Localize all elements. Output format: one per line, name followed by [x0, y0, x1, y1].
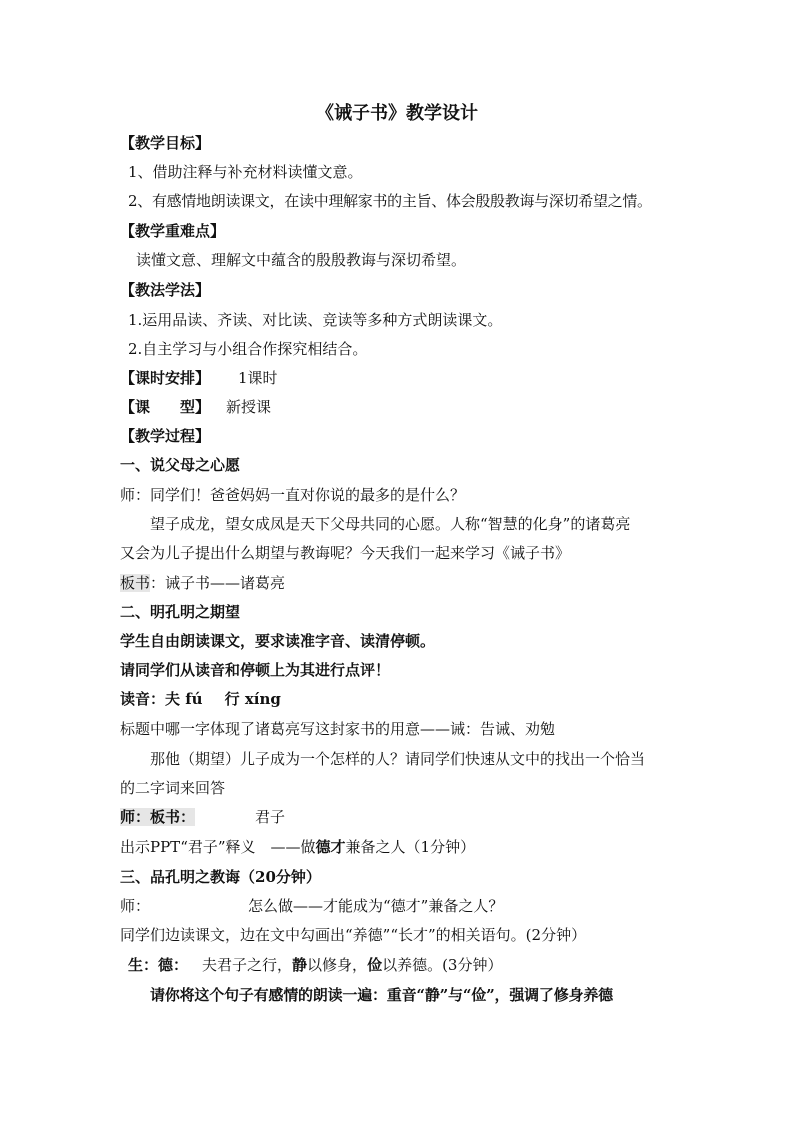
ppt-prefix: 出示PPT“君子”释义 ——做: [120, 838, 316, 856]
part2-read-2: 请同学们从读音和停顿上为其进行点评！: [120, 661, 391, 679]
part3-question-text: 怎么做——才能成为“德才”兼备之人？: [248, 897, 504, 915]
answer-part-1: 夫君子之行，: [202, 956, 293, 974]
ppt-bold: 德才: [315, 838, 346, 856]
part3-task: 同学们边读课文，边在文中勾画出“养德”“长才”的相关语句。(2分钟）: [120, 926, 587, 944]
part1-question: 师：同学们！爸爸妈妈一直对你说的最多的是什么？: [120, 486, 466, 504]
method-2: 2.自主学习与小组合作探究相结合。: [128, 340, 368, 358]
teacher-board-label: 师：板书：: [120, 808, 196, 826]
type-row: [120, 397, 271, 417]
goals-heading: 【教学目标】: [120, 134, 211, 152]
goal-1: 1、借助注释与补充材料读懂文意。: [128, 163, 363, 181]
answer-label: 生：德：: [128, 956, 189, 974]
pronunciation-first: 读音：夫 fú: [120, 690, 203, 708]
type-heading: 【课 型】: [120, 398, 211, 416]
part3-question-label: 师：: [120, 897, 151, 915]
ppt-line: [120, 837, 475, 857]
part3-answer: [128, 955, 502, 975]
schedule-heading: 【课时安排】: [120, 369, 211, 387]
board-label: 板书: [120, 574, 151, 592]
part2-question-1: 那他（期望）儿子成为一个怎样的人？请同学们快速从文中的找出一个恰当: [150, 750, 646, 768]
part2-question-2: 的二字词来回答: [120, 779, 226, 797]
type-value: 新授课: [226, 398, 272, 416]
teacher-board-value: 君子: [255, 808, 286, 826]
answer-part-3: 以修身，: [307, 956, 368, 974]
pronunciation-second: 行 xíng: [224, 690, 281, 708]
methods-heading: 【教法学法】: [120, 281, 211, 299]
part1-para-1: 望子成龙，望女成凤是天下父母共同的心愿。人称“智慧的化身”的诸葛亮: [150, 515, 631, 533]
schedule-value: 1课时: [238, 369, 278, 387]
answer-part-2: 静: [292, 956, 308, 974]
part3-heading: 三、品孔明之教诲（20分钟）: [120, 868, 321, 886]
process-heading: 【教学过程】: [120, 427, 211, 445]
answer-part-5: 以养德。(3分钟）: [382, 956, 503, 974]
part1-heading: 一、说父母之心愿: [120, 456, 241, 474]
pronunciation-row: [120, 689, 281, 709]
part1-para-2: 又会为儿子提出什么期望与教诲呢？今天我们一起来学习《诫子书》: [120, 544, 571, 562]
part1-board: [120, 573, 285, 593]
part3-final: 请你将这个句子有感情的朗读一遍：重音“静”与“俭”，强调了修身养德: [150, 986, 613, 1004]
part3-question: [120, 896, 503, 916]
goal-2: 2、有感情地朗读课文，在读中理解家书的主旨、体会殷殷教诲与深切希望之情。: [128, 192, 652, 210]
part2-heading: 二、明孔明之期望: [120, 603, 241, 621]
board-text: ：诫子书——诸葛亮: [150, 574, 286, 592]
method-1: 1.运用品读、齐读、对比读、竞读等多种方式朗读课文。: [128, 311, 503, 329]
title-word-line: 标题中哪一字体现了诸葛亮写这封家书的用意——诫：告诫、劝勉: [120, 720, 556, 738]
ppt-suffix: 兼备之人（1分钟）: [345, 838, 476, 856]
answer-part-4: 俭: [367, 956, 383, 974]
schedule-row: [120, 368, 278, 388]
difficulty-heading: 【教学重难点】: [120, 222, 226, 240]
difficulty-text: 读懂文意、理解文中蕴含的殷殷教诲与深切希望。: [136, 251, 467, 269]
page-title: 《诫子书》教学设计: [316, 103, 478, 124]
part2-board: [120, 807, 285, 827]
part2-read-1: 学生自由朗读课文，要求读准字音、读清停顿。: [120, 632, 436, 650]
